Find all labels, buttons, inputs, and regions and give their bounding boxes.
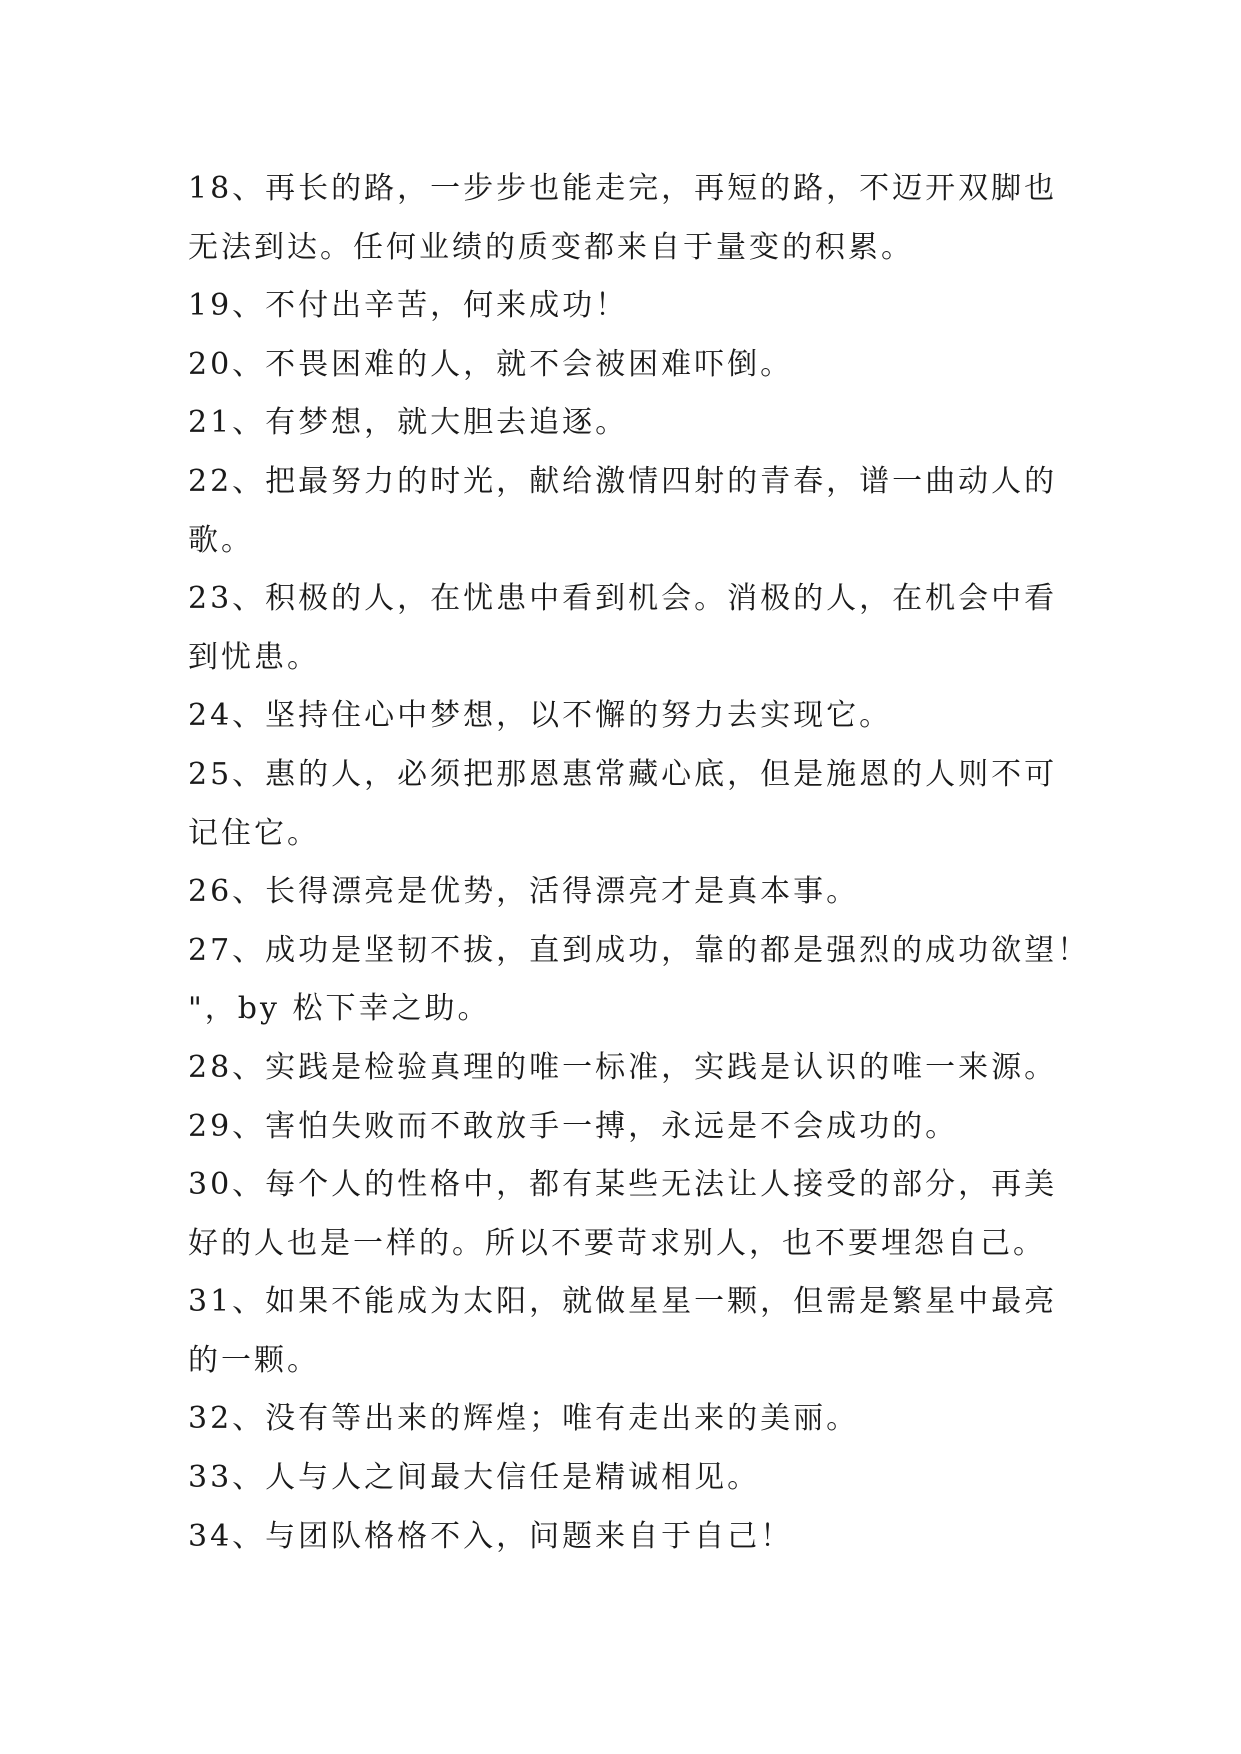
text-line: 34、与团队格格不入，问题来自于自己！	[188, 1518, 794, 1554]
text-line: 29、害怕失败而不敢放手一搏，永远是不会成功的。	[188, 1108, 959, 1144]
text-line: 的一颗。	[188, 1342, 320, 1378]
text-line: 33、人与人之间最大信任是精诚相见。	[188, 1460, 761, 1496]
text-line: 到忧患。	[188, 639, 320, 675]
document-body	[188, 160, 1091, 1566]
text-line: 23、积极的人，在忧患中看到机会。消极的人，在机会中看	[188, 581, 1058, 617]
text-line: 19、不付出辛苦，何来成功！	[188, 288, 629, 324]
text-line: 20、不畏困难的人，就不会被困难吓倒。	[188, 346, 794, 382]
text-line: 好的人也是一样的。所以不要苛求别人，也不要埋怨自己。	[188, 1225, 1046, 1261]
text-line: 28、实践是检验真理的唯一标准，实践是认识的唯一来源。	[188, 1049, 1058, 1085]
text-line: "，by 松下幸之助。	[188, 991, 491, 1027]
text-line: 26、长得漂亮是优势，活得漂亮才是真本事。	[188, 874, 860, 910]
text-line: 25、惠的人，必须把那恩惠常藏心底，但是施恩的人则不可	[188, 756, 1058, 792]
text-line: 21、有梦想，就大胆去追逐。	[188, 405, 629, 441]
text-line: 18、再长的路，一步步也能走完，再短的路，不迈开双脚也	[188, 171, 1058, 206]
text-line: 30、每个人的性格中，都有某些无法让人接受的部分，再美	[188, 1167, 1058, 1203]
text-line: 歌。	[188, 522, 254, 558]
text-line: 32、没有等出来的辉煌；唯有走出来的美丽。	[188, 1401, 860, 1437]
text-line: 记住它。	[188, 815, 320, 851]
text-line: 31、如果不能成为太阳，就做星星一颗，但需是繁星中最亮	[188, 1284, 1058, 1320]
text-line: 无法到达。任何业绩的质变都来自于量变的积累。	[188, 229, 914, 265]
text-line: 22、把最努力的时光，献给激情四射的青春，谱一曲动人的	[188, 463, 1058, 499]
text-line: 27、成功是坚韧不拔，直到成功，靠的都是强烈的成功欲望！	[188, 932, 1091, 968]
text-line: 24、坚持住心中梦想，以不懈的努力去实现它。	[188, 698, 893, 734]
